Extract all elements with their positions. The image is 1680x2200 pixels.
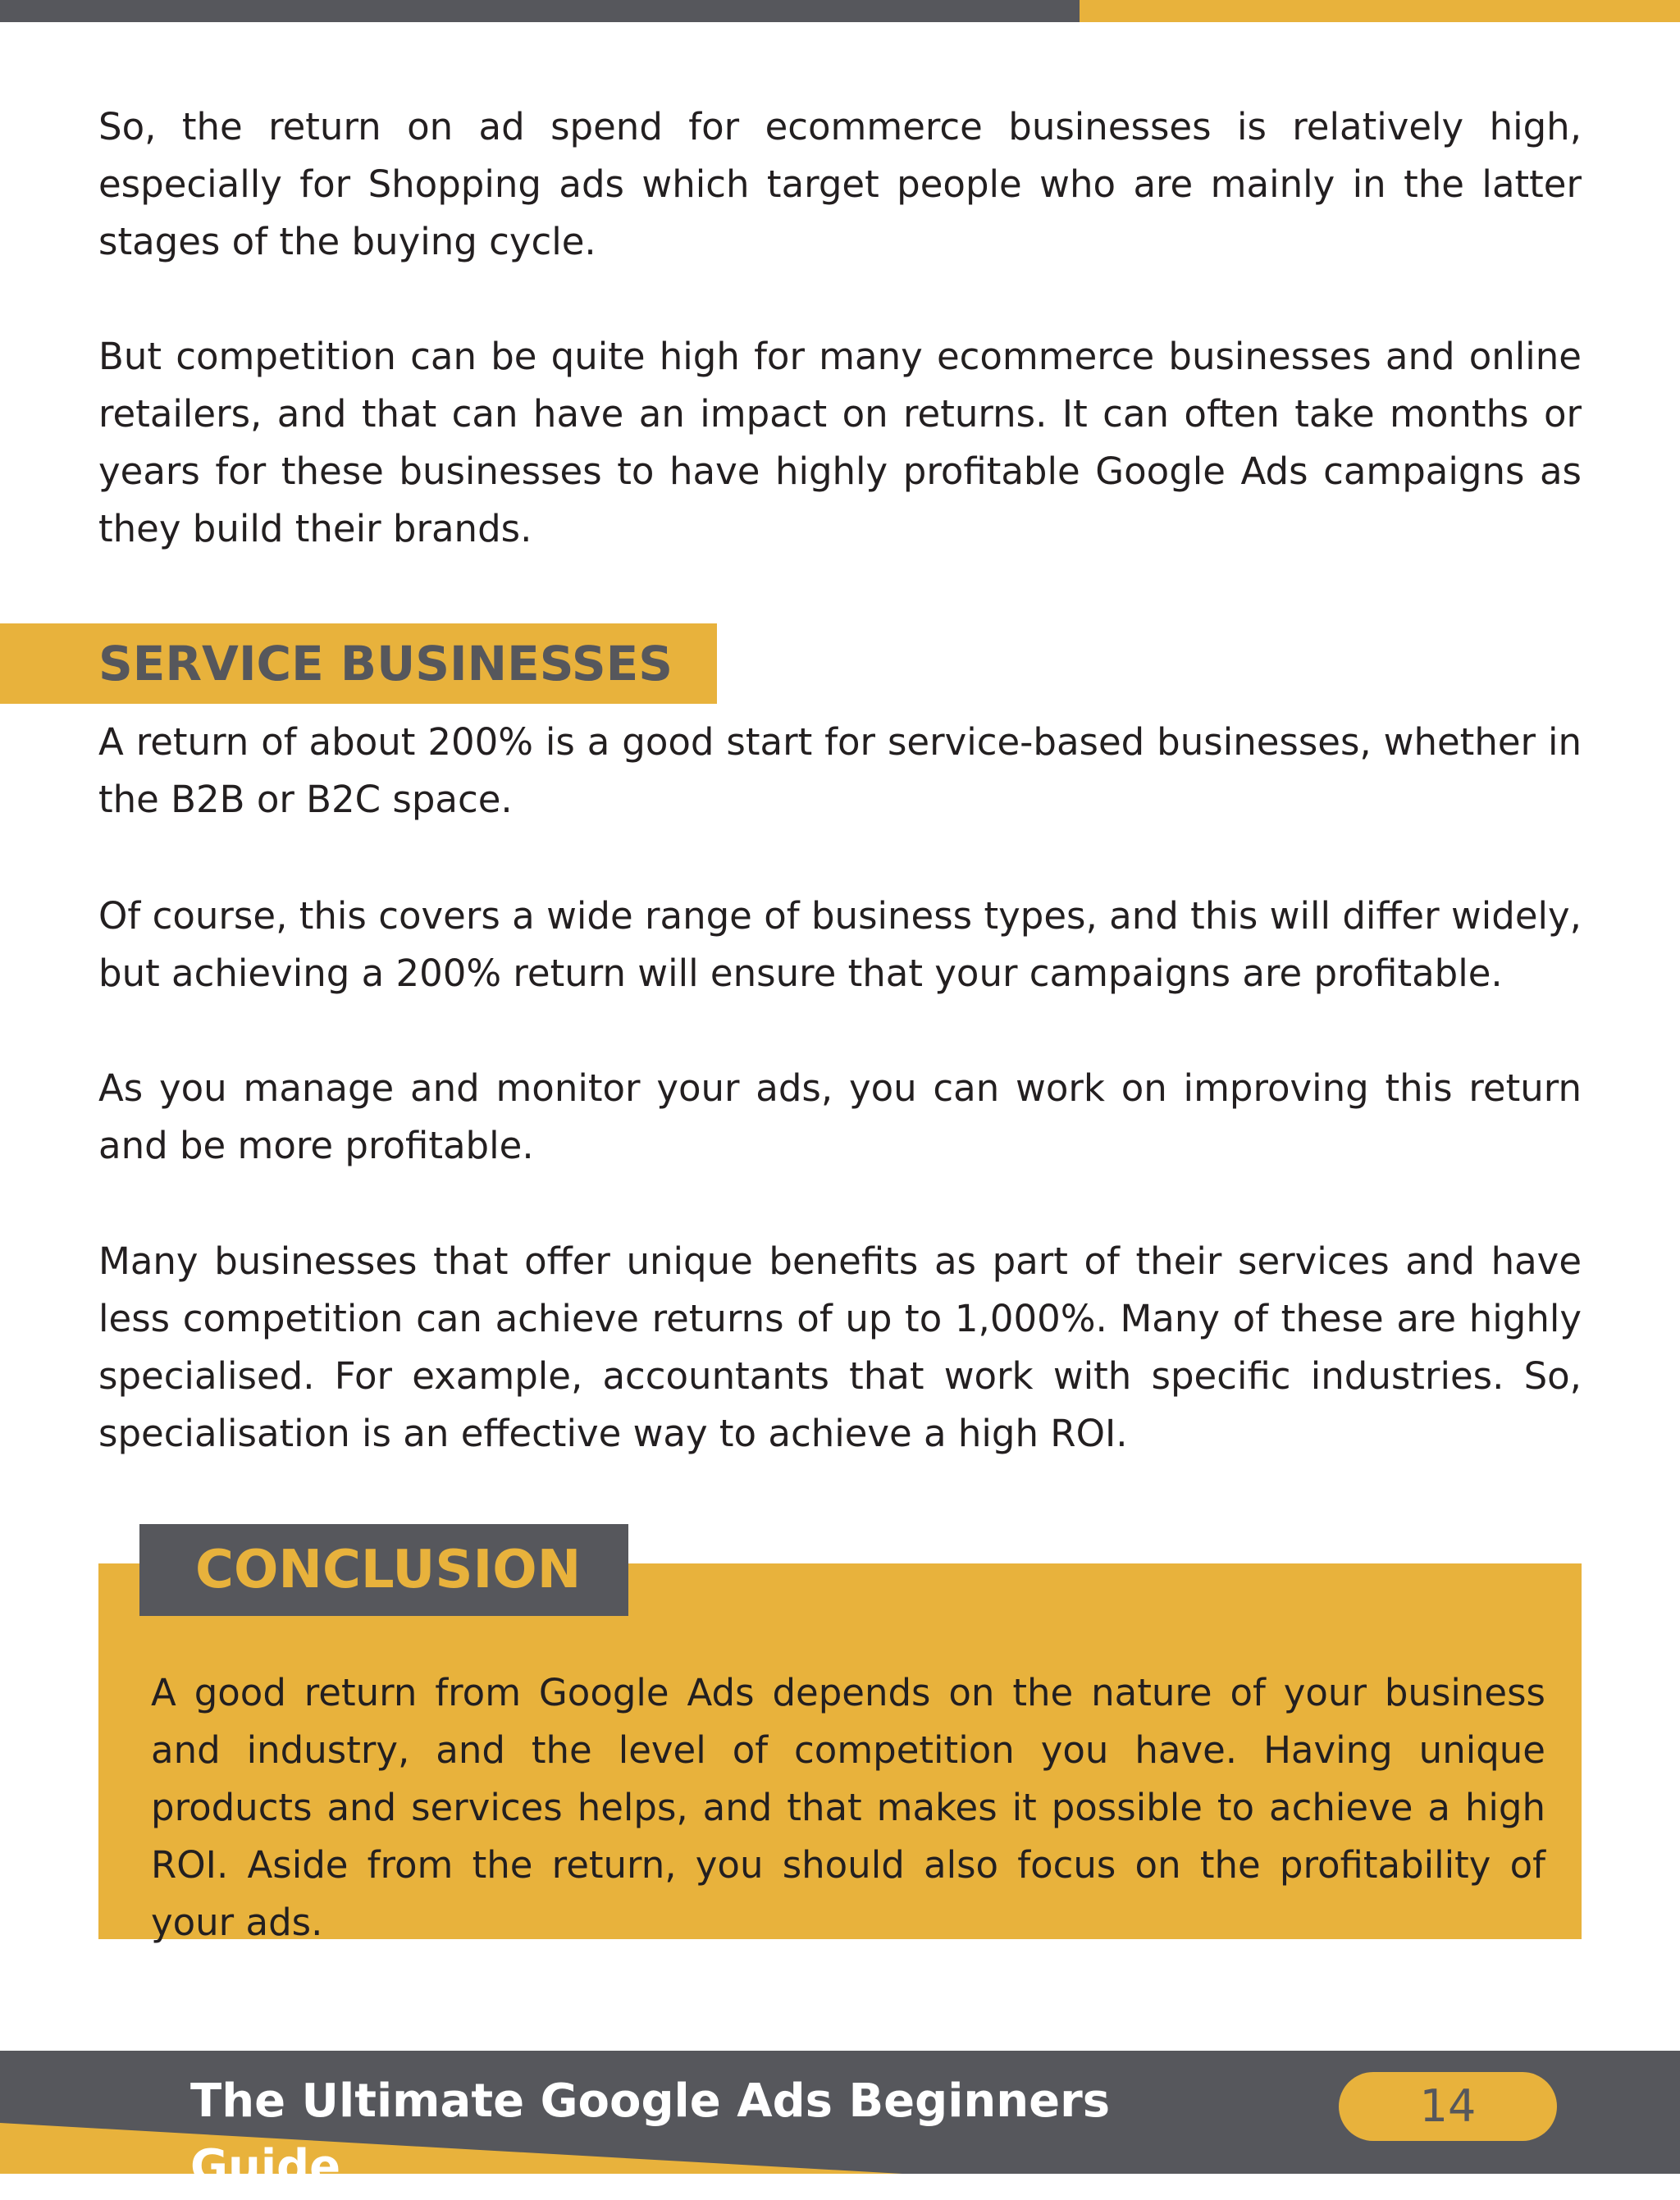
body-paragraph-2: But competition can be quite high for many ecommerce businesses and online retailers, and that can have an impact on returns. It can often take months or years for these businesses to have highly profitable Google Ads campaigns as they build their brands. (98, 335, 1582, 550)
service-paragraph-4: Many businesses that offer unique benefits as part of their services and have less competition can achieve returns of up to 1,000%. Many of these are highly specialised. For example, accountants that work with specific industries. So, specialisation is an effective way to achieve a high ROI. (98, 1239, 1582, 1455)
service-paragraph-2: Of course, this covers a wide range of business types, and this will differ widely, but achieving a 200% return will ensure that your campaigns are profitable. (98, 894, 1582, 995)
body-paragraph-1: So, the return on ad spend for ecommerce businesses is relatively high, especially for Shopping ads which target people who are mainly in the latter stages of the buying cycle. (98, 105, 1582, 263)
service-paragraph-1: A return of about 200% is a good start for service-based businesses, whether in the B2B or B2C space. (98, 720, 1582, 821)
page-number-badge: 14 (1339, 2072, 1557, 2141)
footer-guide-title: The Ultimate Google Ads Beginners Guide (190, 2074, 1111, 2193)
section-heading-service-businesses: SERVICE BUSINESSES (0, 623, 717, 704)
service-paragraph-3: As you manage and monitor your ads, you can work on improving this return and be more profitable. (98, 1066, 1582, 1167)
top-bar-gold (1080, 0, 1680, 22)
top-bar-dark (0, 0, 1080, 22)
conclusion-text: A good return from Google Ads depends on the nature of your business and industry, and the level of competition you have. Having unique products and services helps, and that makes it possible to achieve a high ROI. Aside from the return, you should also focus on the profitability of your ads. (151, 1671, 1545, 1944)
conclusion-label: CONCLUSION (139, 1524, 628, 1616)
